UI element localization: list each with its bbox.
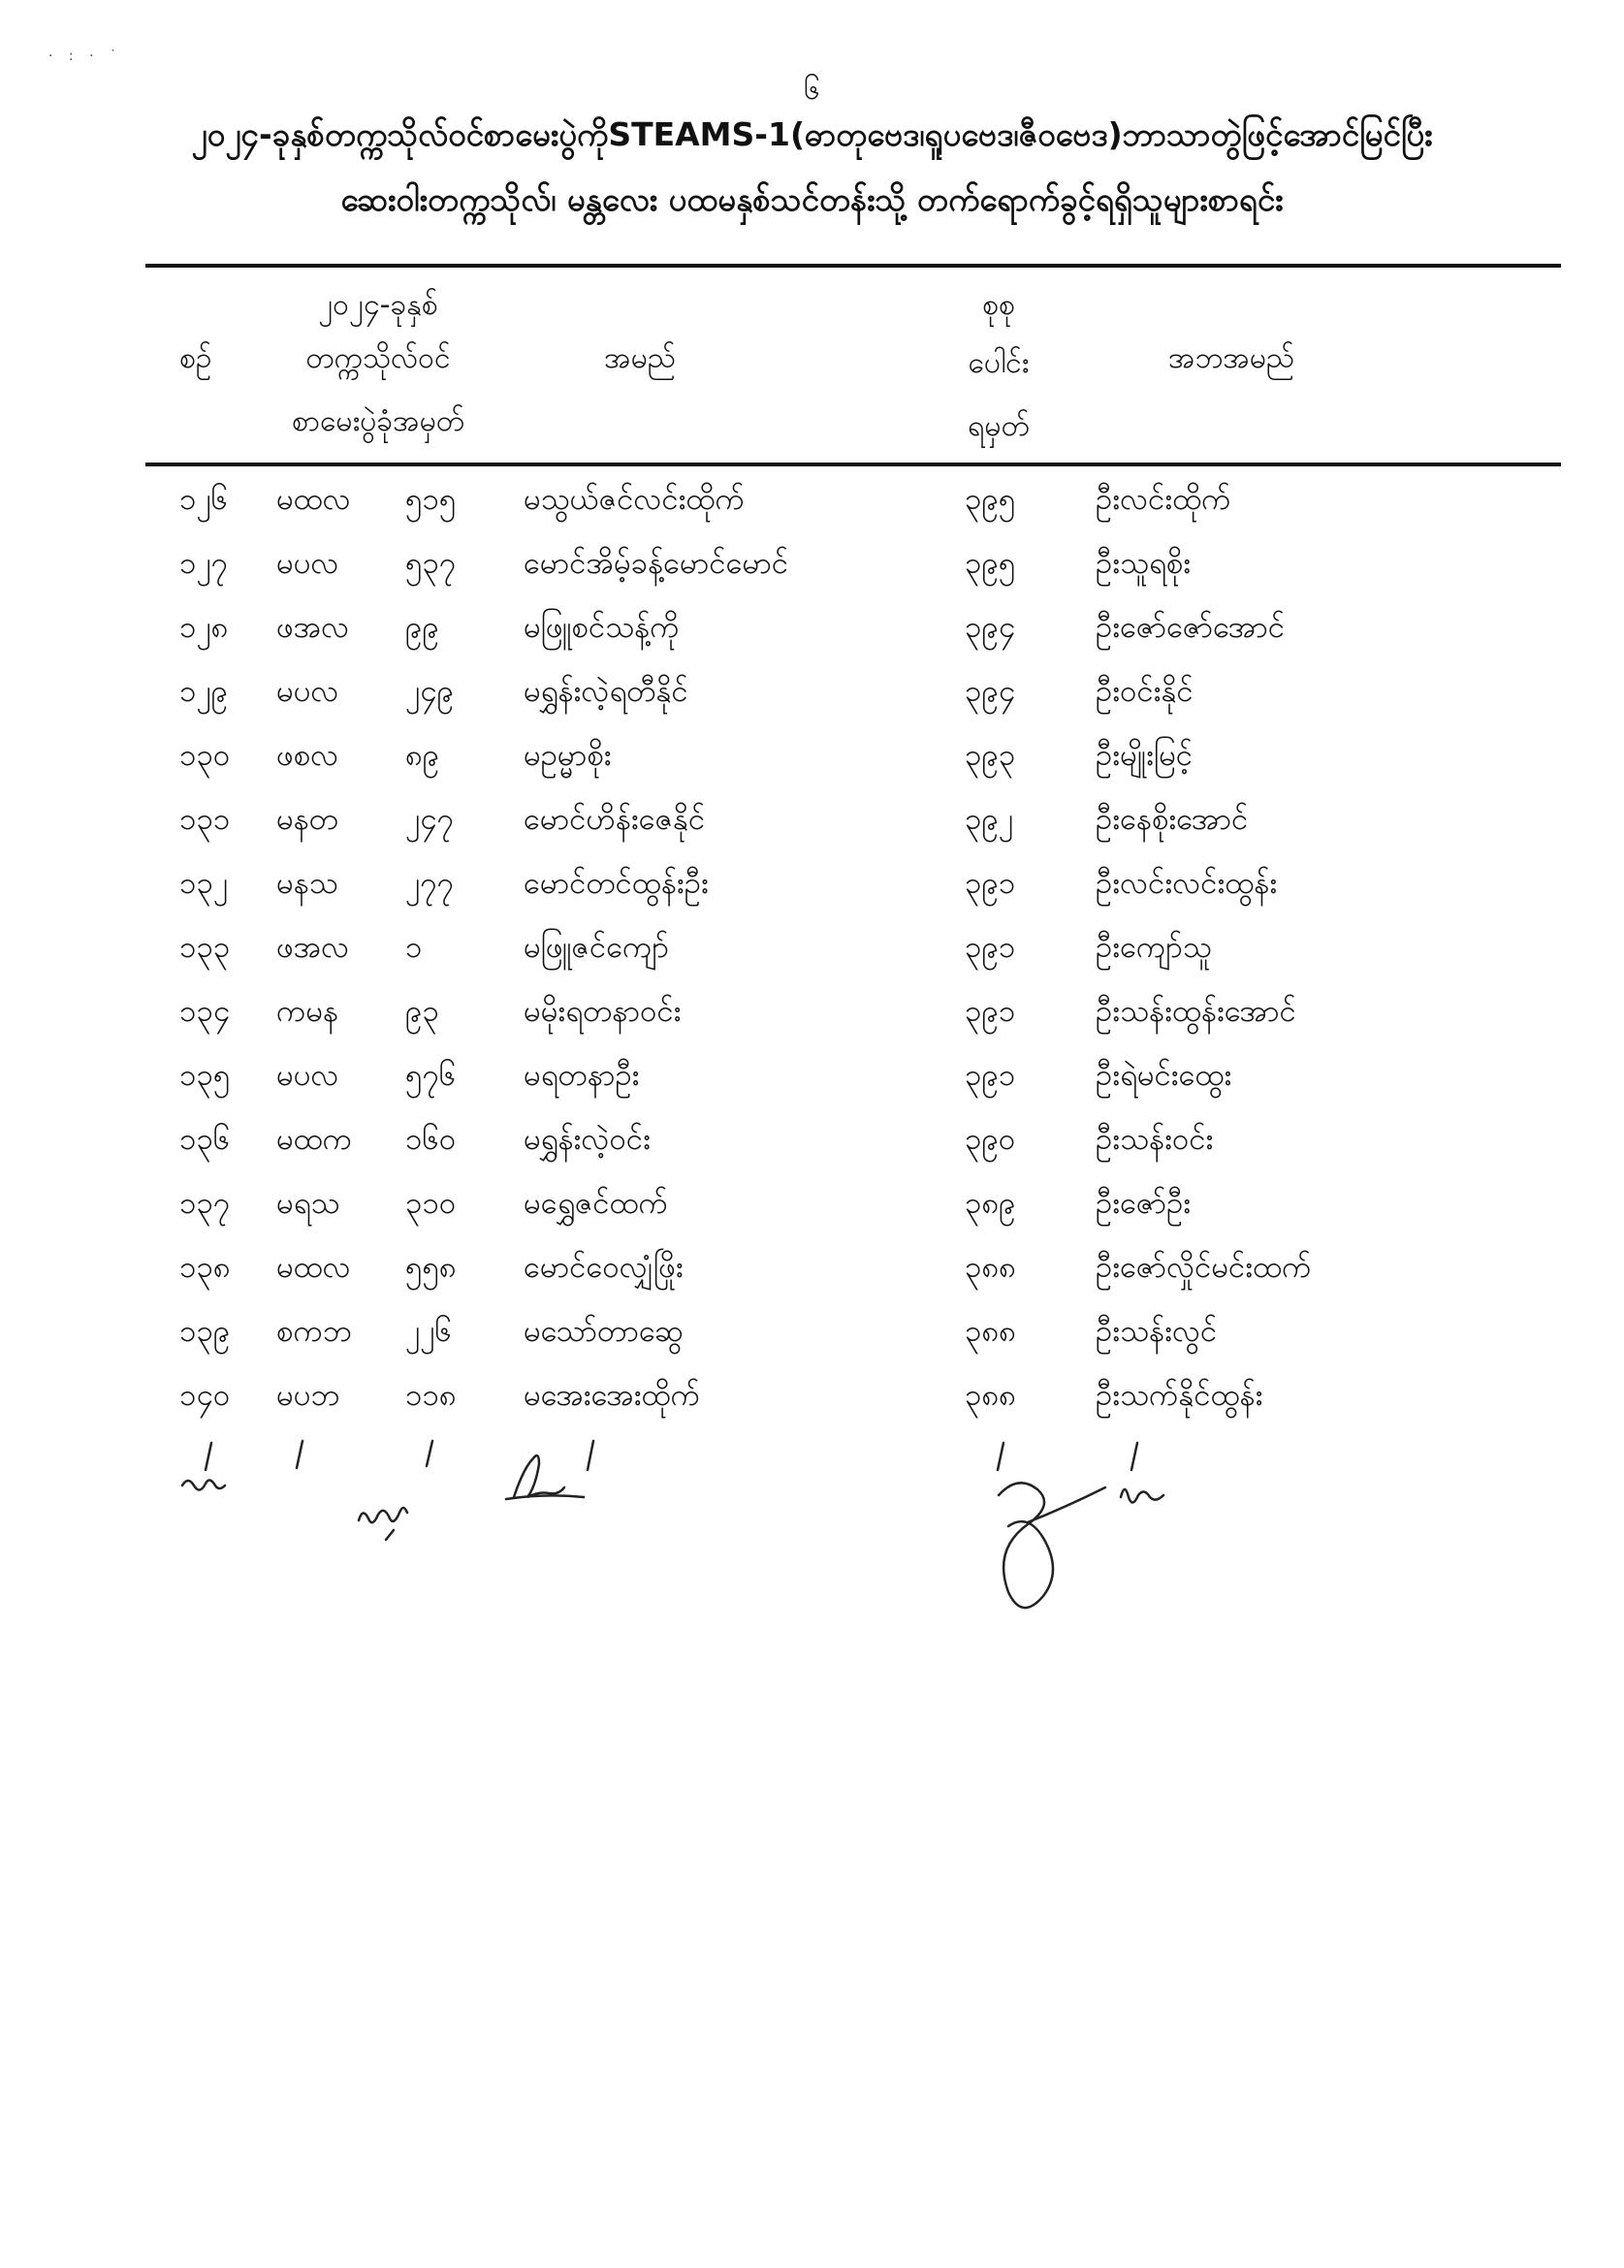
row-student-name: မမိုးရတနာဝင်း — [524, 994, 682, 1029]
row-total-marks: ၃၉၁ — [965, 866, 1016, 901]
row-roll-number: ၅၇၆ — [405, 1058, 457, 1093]
row-serial-number: ၁၃၀ — [179, 738, 231, 773]
row-student-name: မောင်ဝေလျှံဖြိုး — [524, 1250, 684, 1285]
table-row — [0, 480, 1624, 544]
row-roll-number: ၈၉ — [405, 738, 440, 773]
table-row — [0, 608, 1624, 672]
row-father-name: ဦးလင်းထိုက် — [1096, 482, 1231, 517]
table-row — [0, 992, 1624, 1056]
row-roll-number: ၂၇၇ — [405, 866, 455, 901]
header-marks-line-3: ရမှတ် — [968, 409, 1030, 443]
row-father-name: ဦးရဲမင်းထွေး — [1096, 1058, 1232, 1093]
row-township-code: မပဘ — [276, 1378, 340, 1413]
row-father-name: ဦးမျိုးမြင့် — [1096, 738, 1194, 773]
row-serial-number: ၁၃၉ — [179, 1314, 231, 1349]
row-student-name: မောင်အိမ့်ခန့်မောင်မောင် — [524, 546, 789, 581]
header-marks-line-2: ပေါင်း — [968, 346, 1030, 380]
row-roll-number: ၅၁၅ — [405, 482, 457, 517]
row-father-name: ဦးကျော်သူ — [1096, 930, 1212, 965]
row-total-marks: ၃၉၄ — [965, 674, 1016, 709]
row-township-code: မရသ — [276, 1186, 340, 1221]
row-student-name: မရွှန်းလဲ့ရတီနိုင် — [524, 674, 688, 709]
row-total-marks: ၃၈၈ — [965, 1314, 1016, 1349]
row-total-marks: ၃၉၄ — [965, 610, 1016, 645]
row-student-name: မဖြူစင်သန့်ကို — [524, 610, 680, 645]
row-township-code: ဖအလ — [276, 930, 350, 965]
row-serial-number: ၁၂၇ — [179, 546, 229, 581]
row-township-code: မပလ — [276, 546, 339, 581]
header-father-name: အဘအမည် — [1167, 341, 1295, 375]
header-exam-line-3: စာမေးပွဲခုံအမှတ် — [291, 404, 465, 438]
row-student-name: မသော်တာဆွေ — [524, 1314, 684, 1349]
row-student-name: မရွှေဇင်ထက် — [524, 1186, 668, 1221]
row-total-marks: ၃၈၈ — [965, 1250, 1016, 1285]
row-township-code: မပလ — [276, 674, 339, 709]
row-student-name: မဖြူဇင်ကျော် — [524, 930, 670, 965]
row-father-name: ဦးသန်းဝင်း — [1096, 1122, 1214, 1157]
document-title-line-1: ၂၀၂၄-ခုနှစ်တက္ကသိုလ်ဝင်စာမေးပွဲကိုSTEAMS-1(ဓာတုဗေဒ၊ရူပဗေဒ၊ဇီဝဗေဒ)ဘာသာတွဲဖြင့်အောင်မြင်ပြီး — [191, 115, 1433, 153]
row-township-code: မထက — [276, 1122, 353, 1157]
row-roll-number: ၅၃၇ — [405, 546, 457, 581]
row-roll-number: ၃၁၀ — [405, 1186, 457, 1221]
row-serial-number: ၁၃၁ — [179, 802, 231, 837]
row-roll-number: ၉၃ — [405, 994, 439, 1029]
row-total-marks: ၃၉၅ — [965, 546, 1016, 581]
row-township-code: မထလ — [276, 482, 351, 517]
row-father-name: ဦးနေစိုးအောင် — [1096, 802, 1249, 837]
page-number: ၆ — [804, 73, 820, 107]
table-row — [0, 672, 1624, 736]
row-serial-number: ၁၃၄ — [179, 994, 231, 1029]
header-name: အမည် — [604, 341, 676, 375]
row-student-name: မဥမ္မာစိုး — [524, 738, 612, 773]
row-serial-number: ၁၃၃ — [179, 930, 231, 965]
row-township-code: မပလ — [276, 1058, 339, 1093]
row-total-marks: ၃၉၅ — [965, 482, 1016, 517]
row-total-marks: ၃၉၁ — [965, 994, 1016, 1029]
row-father-name: ဦးဇော်လှိုင်မင်းထက် — [1096, 1250, 1312, 1285]
row-roll-number: ၉၉ — [405, 610, 439, 645]
row-total-marks: ၃၉၃ — [965, 738, 1016, 773]
row-father-name: ဦးဝင်းနိုင် — [1096, 674, 1194, 709]
row-township-code: စကဘ — [276, 1314, 352, 1349]
row-total-marks: ၃၉၁ — [965, 930, 1016, 965]
row-roll-number: ၅၅၈ — [405, 1250, 457, 1285]
row-serial-number: ၁၂၈ — [179, 610, 229, 645]
row-township-code: မနတ — [276, 802, 338, 837]
row-serial-number: ၁၂၆ — [179, 482, 229, 517]
row-roll-number: ၂၄၇ — [405, 802, 455, 837]
row-serial-number: ၁၃၈ — [179, 1250, 231, 1285]
row-total-marks: ၃၉၀ — [965, 1122, 1016, 1157]
row-total-marks: ၃၈၉ — [965, 1186, 1016, 1221]
row-serial-number: ၁၂၉ — [179, 674, 229, 709]
row-roll-number: ၂၂၆ — [405, 1314, 452, 1349]
row-total-marks: ၃၉၁ — [965, 1058, 1016, 1093]
header-marks-line-1: စုစု — [982, 288, 1015, 322]
row-father-name: ဦးသန်းထွန်းအောင် — [1096, 994, 1296, 1029]
document-title-line-2: ဆေးဝါးတက္ကသိုလ်၊ မန္တလေး ပထမနှစ်သင်တန်းသို့ တက်ရောက်ခွင့်ရရှိသူများစာရင်း — [340, 180, 1284, 218]
row-total-marks: ၃၉၂ — [965, 802, 1014, 837]
row-township-code: ဖစလ — [276, 738, 339, 773]
header-exam-line-1: ၂၀၂၄-ခုနှစ် — [318, 288, 438, 322]
header-no: စဉ် — [179, 341, 212, 375]
row-township-code: ကမန — [276, 994, 339, 1029]
row-township-code: မထလ — [276, 1250, 351, 1285]
table-row — [0, 928, 1624, 992]
table-row — [0, 1056, 1624, 1120]
row-roll-number: ၂၄၉ — [405, 674, 455, 709]
table-row — [0, 1184, 1624, 1248]
row-serial-number: ၁၄၀ — [179, 1378, 231, 1413]
row-roll-number: ၁ — [405, 930, 423, 965]
table-row — [0, 736, 1624, 800]
row-student-name: မရွှန်းလဲ့ဝင်း — [524, 1122, 651, 1157]
row-student-name: မောင်ဟိန်းဇေနိုင် — [524, 802, 706, 837]
row-father-name: ဦးဇော်ဇော်အောင် — [1096, 610, 1286, 645]
row-township-code: ဖအလ — [276, 610, 350, 645]
row-student-name: မောင်တင်ထွန်းဦး — [524, 866, 709, 901]
row-student-name: မသွယ်ဇင်လင်းထိုက် — [524, 482, 745, 517]
row-father-name: ဦးသူရစိုး — [1096, 546, 1192, 581]
row-serial-number: ၁၃၅ — [179, 1058, 231, 1093]
table-header-rule — [145, 463, 1561, 466]
row-student-name: မအေးအေးထိုက် — [524, 1378, 700, 1413]
row-father-name: ဦးလင်းလင်းထွန်း — [1096, 866, 1278, 901]
row-serial-number: ၁၃၇ — [179, 1186, 231, 1221]
row-father-name: ဦးသန်းလွင် — [1096, 1314, 1218, 1349]
header-exam-line-2: တက္ကသိုလ်ဝင် — [305, 341, 451, 375]
table-row — [0, 1120, 1624, 1184]
table-row — [0, 544, 1624, 608]
table-row — [0, 1312, 1624, 1376]
signature-marks — [145, 1435, 1212, 1610]
table-row — [0, 800, 1624, 864]
row-father-name: ဦးသက်နိုင်ထွန်း — [1096, 1378, 1263, 1413]
row-roll-number: ၁၆၀ — [405, 1122, 457, 1157]
scan-speckles: · : · ˙ — [48, 48, 122, 64]
table-row — [0, 864, 1624, 928]
row-township-code: မနသ — [276, 866, 338, 901]
table-row — [0, 1248, 1624, 1312]
table-row — [0, 1376, 1624, 1440]
table-top-rule — [145, 264, 1561, 268]
row-roll-number: ၁၁၈ — [405, 1378, 457, 1413]
row-serial-number: ၁၃၂ — [179, 866, 229, 901]
row-student-name: မရတနာဦး — [524, 1058, 640, 1093]
row-total-marks: ၃၈၈ — [965, 1378, 1016, 1413]
row-serial-number: ၁၃၆ — [179, 1122, 231, 1157]
row-father-name: ဦးဇော်ဦး — [1096, 1186, 1192, 1221]
